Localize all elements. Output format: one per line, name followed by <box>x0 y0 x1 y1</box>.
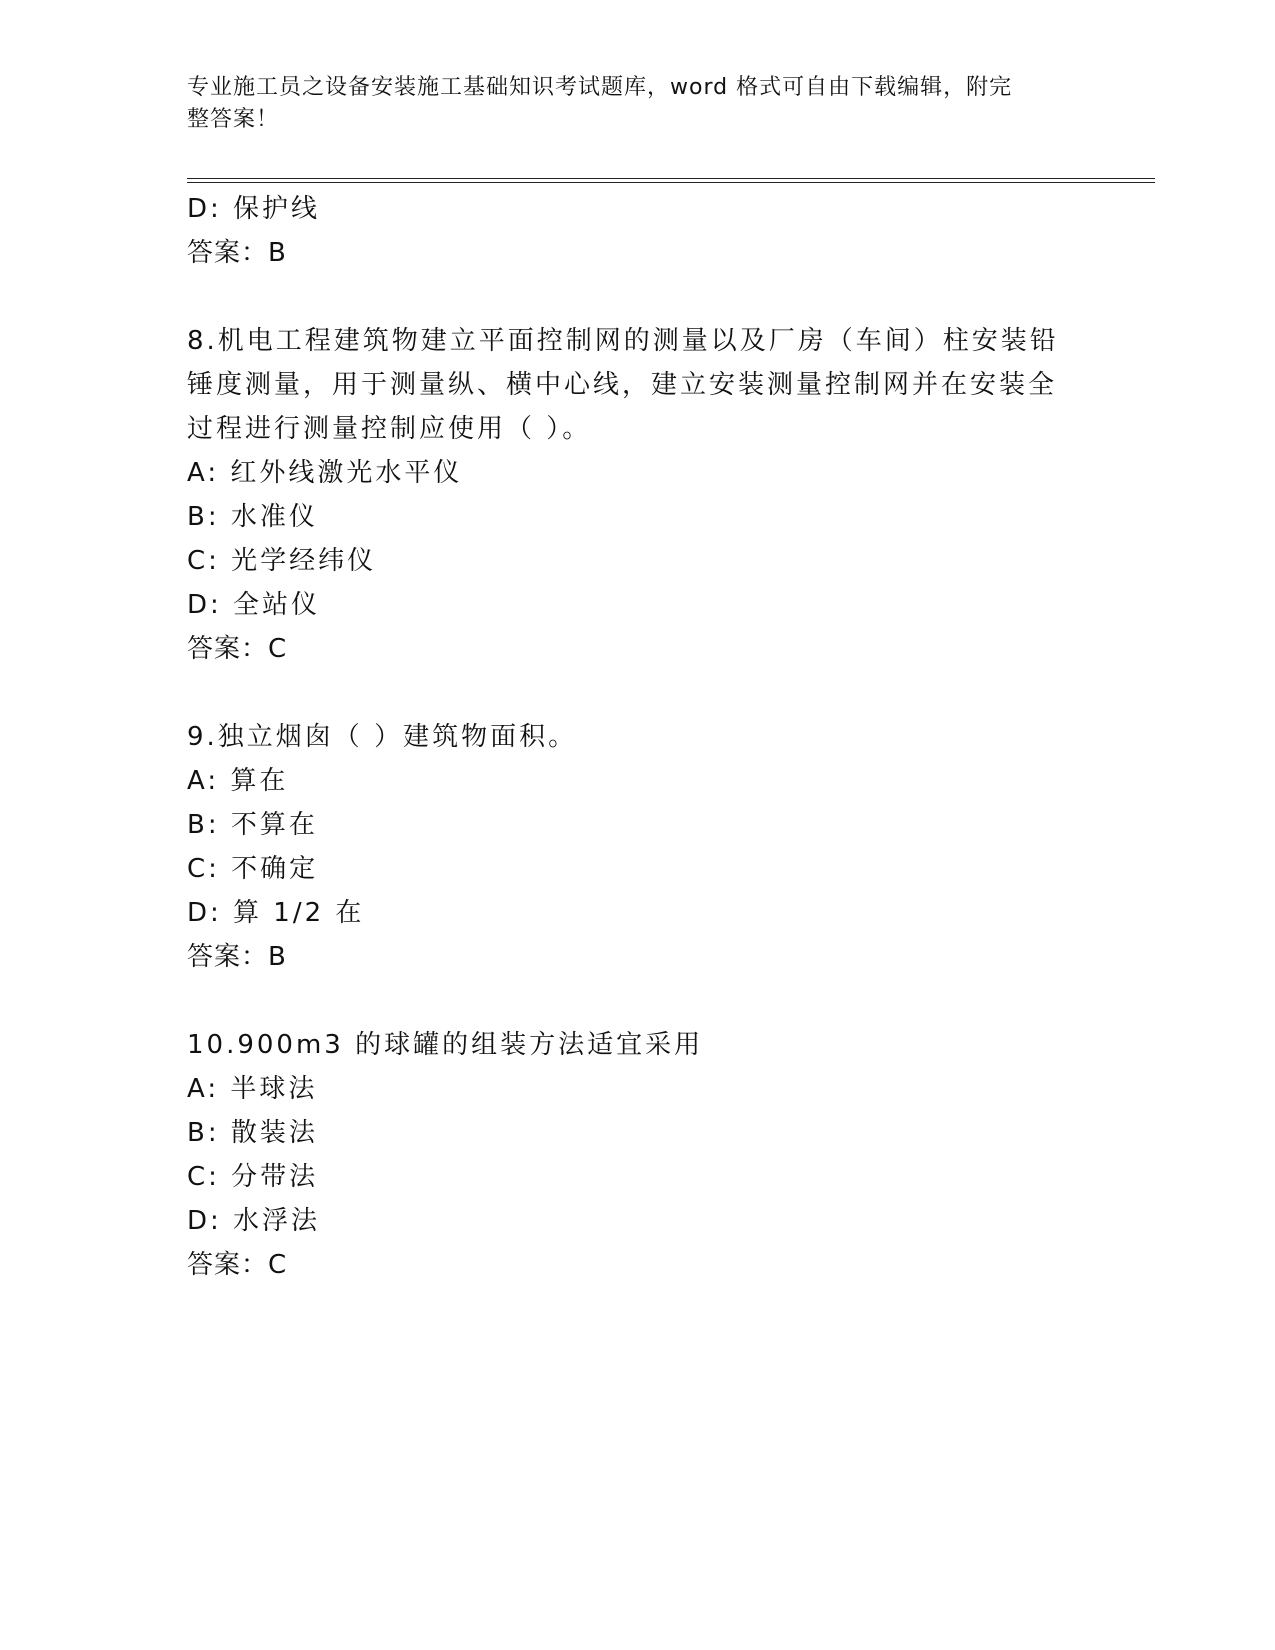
q8-stem-line-1: 8.机电工程建筑物建立平面控制网的测量以及厂房（车间）柱安装铅 <box>187 326 1059 356</box>
q10-answer: 答案：C <box>187 1250 288 1280</box>
q10-option-b: B: 散装法 <box>187 1118 318 1148</box>
q10-stem-line-1: 10.900m3 的球罐的组装方法适宜采用 <box>187 1030 704 1060</box>
q10-option-a: A: 半球法 <box>187 1074 318 1104</box>
q9-stem-line-1: 9.独立烟囱（ ）建筑物面积。 <box>187 722 578 752</box>
header-divider-bottom <box>187 182 1155 183</box>
q9-option-c: C: 不确定 <box>187 854 319 884</box>
prev-answer: 答案：B <box>187 238 287 268</box>
q9-option-a: A: 算在 <box>187 766 289 796</box>
q9-option-b: B: 不算在 <box>187 810 318 840</box>
q8-stem-line-2: 锤度测量，用于测量纵、横中心线，建立安装测量控制网并在安装全 <box>187 370 1058 400</box>
q8-option-c: C: 光学经纬仪 <box>187 546 377 576</box>
header-divider-top <box>187 178 1155 179</box>
header-line-1: 专业施工员之设备安装施工基础知识考试题库，word 格式可自由下载编辑，附完 <box>187 75 1013 100</box>
q10-option-d: D: 水浮法 <box>187 1206 321 1236</box>
prev-option-d: D: 保护线 <box>187 194 321 224</box>
q9-option-d: D: 算 1/2 在 <box>187 898 365 928</box>
header-line-2: 整答案！ <box>187 107 280 132</box>
document-header <box>187 72 1077 136</box>
q8-option-b: B: 水准仪 <box>187 502 318 532</box>
q8-option-d: D: 全站仪 <box>187 590 321 620</box>
q10-option-c: C: 分带法 <box>187 1162 319 1192</box>
q9-answer: 答案：B <box>187 942 287 972</box>
q8-answer: 答案：C <box>187 634 288 664</box>
q8-stem-line-3: 过程进行测量控制应使用（ ）。 <box>187 414 592 444</box>
q8-option-a: A: 红外线激光水平仪 <box>187 458 463 488</box>
